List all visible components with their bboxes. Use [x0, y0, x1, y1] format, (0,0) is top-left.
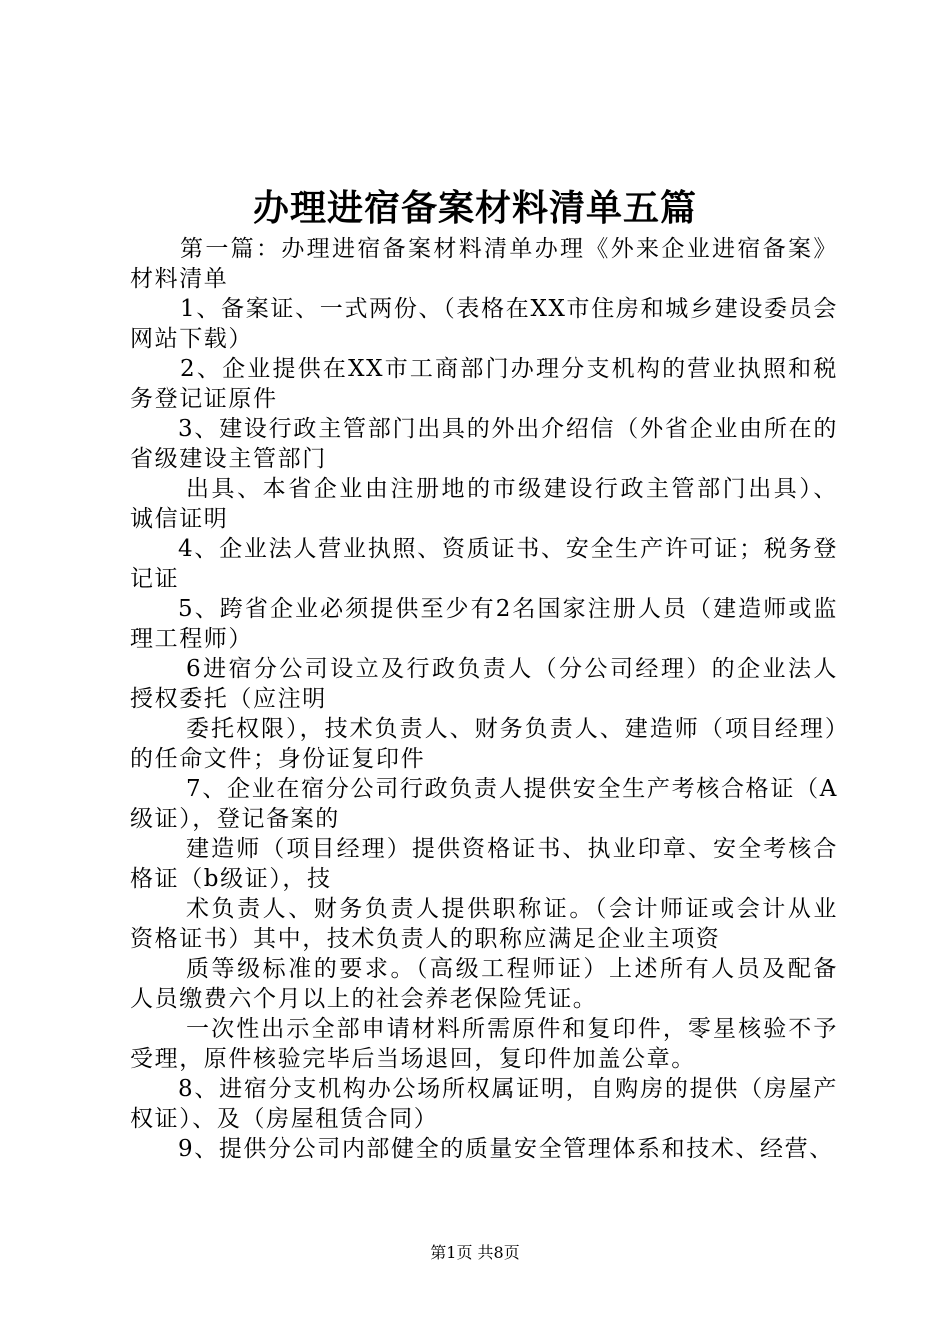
document-body	[130, 234, 838, 1164]
paragraph-item-8: 8、进宿分支机构办公场所权属证明，自购房的提供（房屋产权证）、及（房屋租赁合同）	[130, 1076, 838, 1132]
paragraph-item-7-cont-2: 术负责人、财务负责人提供职称证。（会计师证或会计从业资格证书）其中，技术负责人的职称应满足企业主项资	[130, 896, 838, 952]
paragraph-item-3-cont: 出具、本省企业由注册地的市级建设行政主管部门出具）、诚信证明	[130, 476, 838, 532]
paragraph-item-7-cont-1: 建造师（项目经理）提供资格证书、执业印章、安全考核合格证（b级证），技	[130, 836, 838, 892]
paragraph-note: 一次性出示全部申请材料所需原件和复印件，零星核验不予受理，原件核验完毕后当场退回，复印件加盖公章。	[130, 1016, 838, 1072]
paragraph-item-5: 5、跨省企业必须提供至少有2名国家注册人员（建造师或监理工程师）	[130, 596, 838, 652]
paragraph-item-4: 4、企业法人营业执照、资质证书、安全生产许可证；税务登记证	[130, 536, 838, 592]
paragraph-item-6: 6进宿分公司设立及行政负责人（分公司经理）的企业法人授权委托（应注明	[130, 656, 838, 712]
paragraph-item-1: 1、备案证、一式两份、（表格在XX市住房和城乡建设委员会网站下载）	[130, 296, 838, 352]
paragraph-item-7-cont-3: 质等级标准的要求。（高级工程师证）上述所有人员及配备人员缴费六个月以上的社会养老保险凭证。	[130, 956, 838, 1012]
paragraph-item-2: 2、企业提供在XX市工商部门办理分支机构的营业执照和税务登记证原件	[130, 356, 838, 412]
paragraph-item-7: 7、企业在宿分公司行政负责人提供安全生产考核合格证（A级证），登记备案的	[130, 776, 838, 832]
page-footer: 第1页 共8页	[430, 1243, 520, 1262]
paragraph-item-6-cont: 委托权限），技术负责人、财务负责人、建造师（项目经理）的任命文件；身份证复印件	[130, 716, 838, 772]
paragraph-item-9: 9、提供分公司内部健全的质量安全管理体系和技术、经营、	[178, 1136, 834, 1162]
paragraph-intro: 第一篇：办理进宿备案材料清单办理《外来企业进宿备案》材料清单	[130, 236, 838, 292]
paragraph-item-3: 3、建设行政主管部门出具的外出介绍信（外省企业由所在的省级建设主管部门	[130, 416, 838, 472]
document-title: 办理进宿备案材料清单五篇	[252, 187, 697, 229]
